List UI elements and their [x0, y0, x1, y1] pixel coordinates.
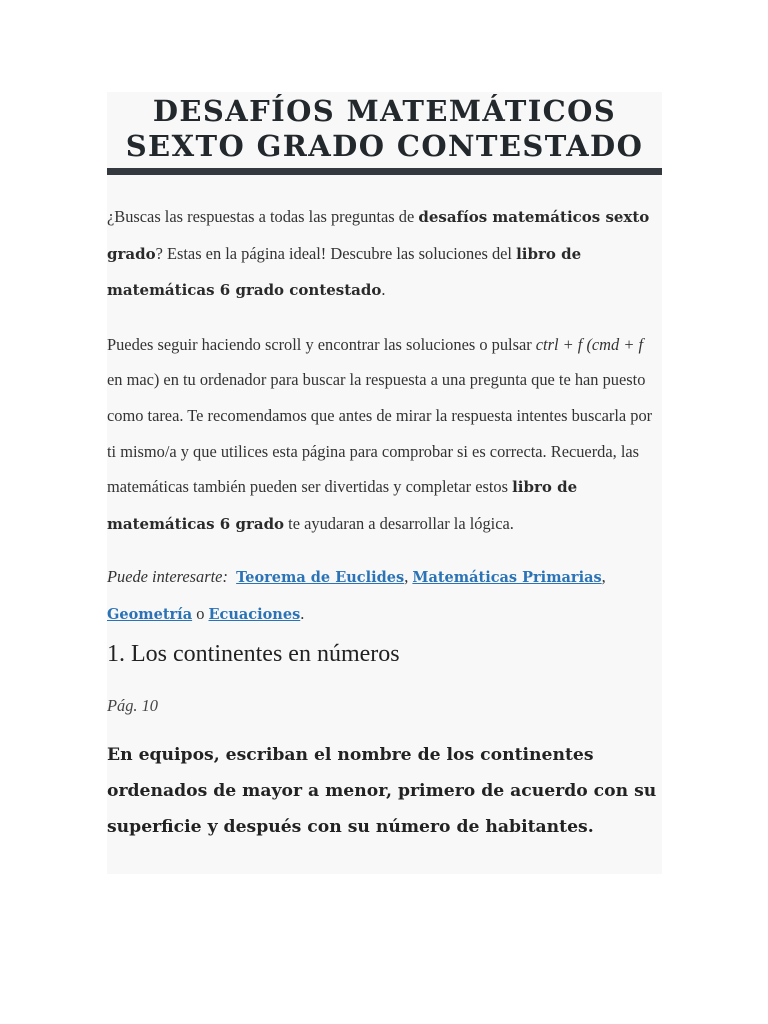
- section-title: . Los continentes en números: [119, 640, 400, 667]
- related-separator-2: ,: [601, 567, 606, 587]
- shortcut-math: ctrl + f (cmd + f: [535, 334, 644, 354]
- intro-bold-2: libro de matemáticas 6 grado contestado: [107, 244, 582, 300]
- task-statement: En equipos, escriban el nombre de los continentes ordenados de mayor a menor, primero de acuerdo con su superficie y después con su número de habitantes.: [107, 744, 657, 837]
- link-teorema-euclides[interactable]: Teorema de Euclides: [236, 569, 405, 587]
- intro-text-2: ? Estas en la página ideal! Descubre las soluciones del: [155, 243, 517, 263]
- related-links: [107, 559, 662, 632]
- page-reference: Pág. 10: [107, 695, 158, 715]
- intro-bold-1: desafíos matemáticos sexto grado: [107, 208, 650, 263]
- section-number: 1: [107, 640, 119, 667]
- link-geometria[interactable]: Geometría: [107, 605, 193, 623]
- related-separator-1: ,: [404, 567, 413, 587]
- intro-text-3: .: [381, 280, 386, 300]
- link-ecuaciones[interactable]: Ecuaciones: [208, 605, 301, 623]
- instructions-bold-1: libro de matemáticas 6 grado: [107, 478, 578, 533]
- title-line-2: SEXTO GRADO CONTESTADO: [125, 129, 644, 163]
- related-label: Puede interesarte:: [107, 567, 228, 587]
- article-page: [107, 92, 662, 874]
- related-end: .: [300, 603, 305, 623]
- instructions-paragraph: [107, 327, 662, 543]
- instructions-text-3: te ayudaran a desarrollar la lógica.: [284, 513, 514, 533]
- instructions-text-1: Puedes seguir haciendo scroll y encontrar las soluciones o pulsar: [107, 334, 536, 354]
- title-underline-rule: [107, 168, 662, 175]
- intro-paragraph: [107, 199, 662, 309]
- related-separator-3: o: [192, 603, 209, 623]
- section-heading: [107, 639, 662, 669]
- title-line-1: DESAFÍOS MATEMÁTICOS: [152, 94, 617, 128]
- page-title: [107, 92, 662, 164]
- link-matematicas-primarias[interactable]: Matemáticas Primarias: [412, 569, 602, 587]
- instructions-text-2: en mac) en tu ordenador para buscar la respuesta a una pregunta que te han puesto como tarea. Te recomendamos que antes de mirar la respuesta intentes buscarla por ti mismo/a y que utilices esta página para comprobar si es correcta. Recuerda, las matemáticas también pueden ser divertidas y completar estos: [107, 370, 653, 497]
- intro-text-1: ¿Buscas las respuestas a todas las preguntas de: [107, 207, 419, 226]
